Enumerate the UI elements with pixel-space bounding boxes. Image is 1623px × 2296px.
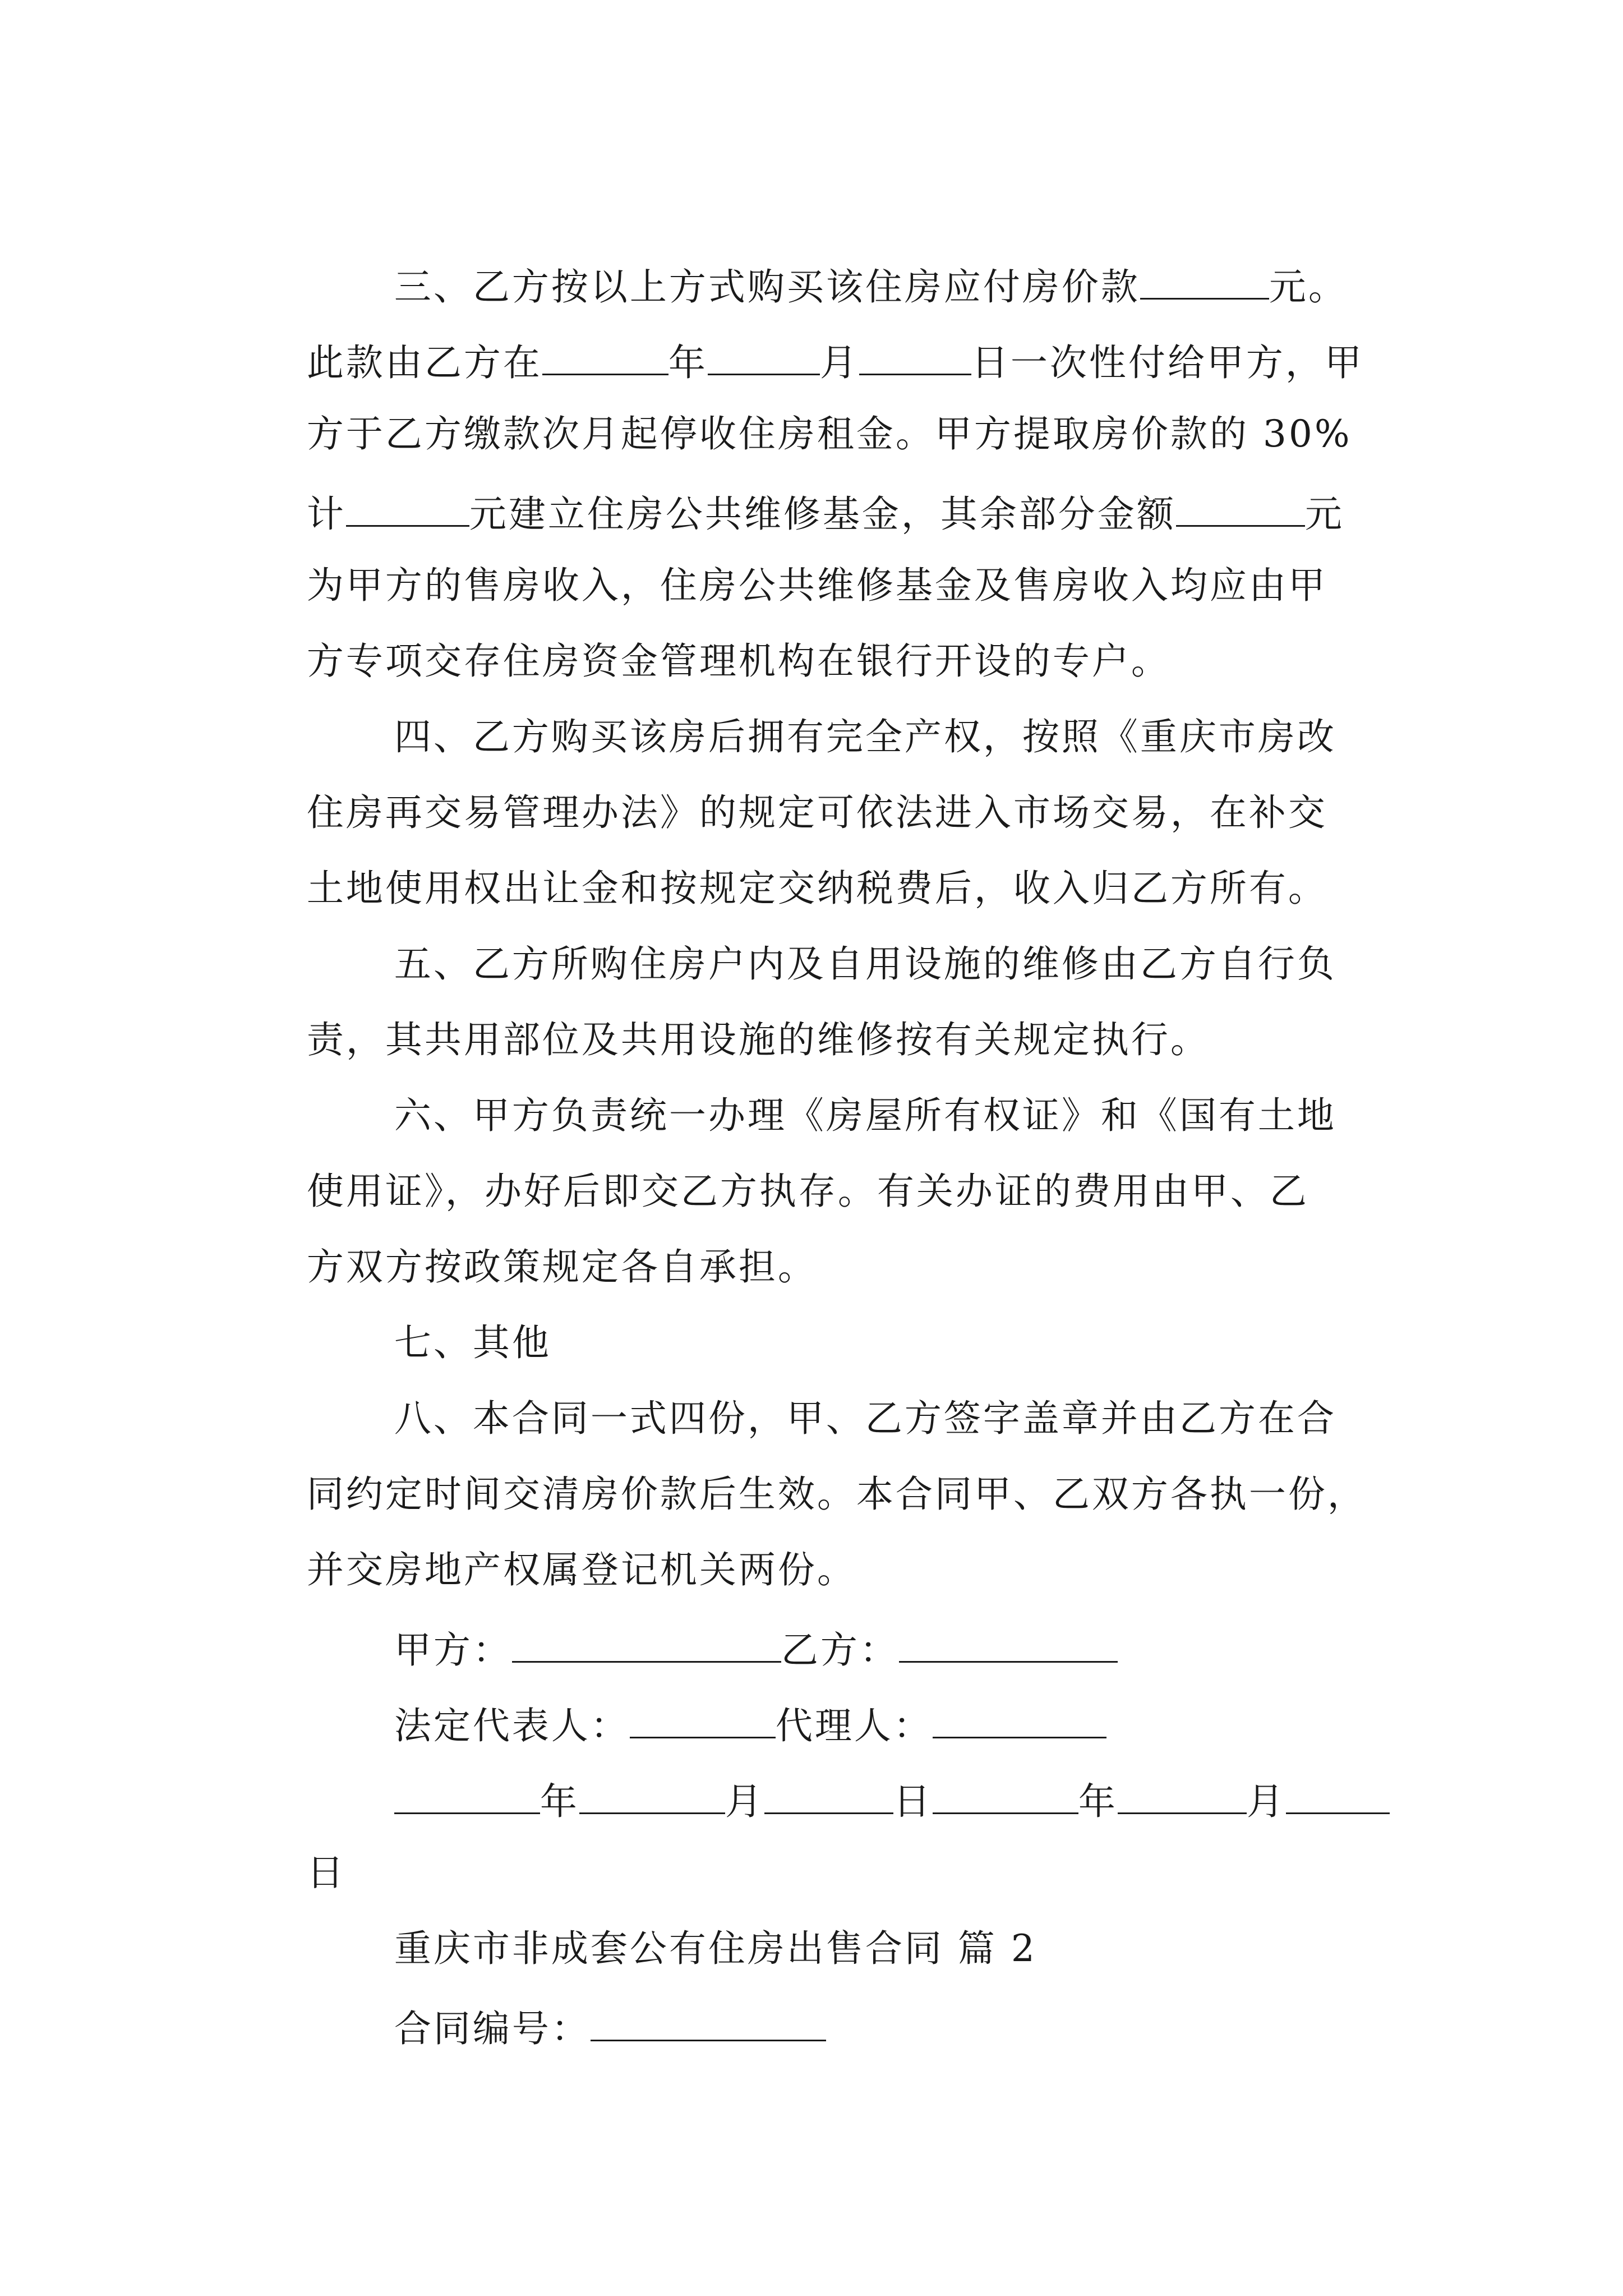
section-7-text: 七、其他 (394, 1321, 551, 1364)
section-3-text: 三、乙方按以上方式购买该住房应付房价款 (394, 265, 1140, 309)
agent-blank[interactable] (933, 1703, 1106, 1738)
year-2-label: 年 (1078, 1780, 1118, 1823)
section-5-text: 五、乙方所购住房户内及自用设施的维修由乙方自行负 (394, 942, 1336, 986)
section-6-text: 方双方按政策规定各自承担。 (306, 1245, 817, 1289)
agent-label: 代理人： (775, 1704, 933, 1747)
legal-rep-blank[interactable] (630, 1703, 776, 1738)
day-2-blank[interactable] (1286, 1779, 1390, 1814)
month-2-blank[interactable] (1118, 1779, 1247, 1814)
section-8-text: 同约定时间交清房价款后生效。本合同甲、乙双方各执一份， (306, 1473, 1367, 1516)
price-blank[interactable] (1140, 264, 1269, 300)
section-6-text: 六、甲方负责统一办理《房屋所有权证》和《国有土地 (394, 1094, 1336, 1137)
party-a-label: 甲方： (394, 1628, 512, 1672)
section-3-text: 元 (1304, 493, 1344, 536)
section-3-text: 为甲方的售房收入，住房公共维修基金及售房收入均应由甲 (306, 564, 1327, 607)
year-1-label: 年 (540, 1780, 579, 1823)
contract-number-line (338, 1969, 826, 2085)
section-3-text: 元。 (1269, 265, 1348, 309)
day-1-label: 日 (893, 1780, 933, 1823)
day-2-label: 日 (306, 1851, 346, 1894)
day-blank[interactable] (859, 340, 971, 375)
section-3-text: 方专项交存住房资金管理机构在银行开设的专户。 (306, 639, 1170, 683)
remaining-amount-blank[interactable] (1176, 491, 1305, 527)
day-1-blank[interactable] (764, 1779, 893, 1814)
section-5-text: 责，其共用部位及共用设施的维修按有关规定执行。 (306, 1018, 1210, 1061)
contract-number-label: 合同编号： (394, 2007, 591, 2050)
fund-amount-blank[interactable] (346, 491, 469, 527)
legal-rep-label: 法定代表人： (394, 1704, 630, 1747)
section-3-text: 此款由乙方在 (306, 341, 542, 384)
section-3-text: 年 (668, 341, 708, 384)
party-b-label: 乙方： (781, 1628, 899, 1672)
month-2-label: 月 (1246, 1780, 1286, 1823)
contract-number-blank[interactable] (591, 2006, 826, 2041)
party-a-blank[interactable] (512, 1627, 781, 1663)
section-3-text: 计 (306, 493, 346, 536)
section-4-text: 住房再交易管理办法》的规定可依法进入市场交易，在补交 (306, 791, 1327, 834)
section-3-text: 月 (819, 341, 859, 384)
section-4-text: 四、乙方购买该房后拥有完全产权，按照《重庆市房改 (394, 715, 1336, 758)
year-1-blank[interactable] (394, 1779, 540, 1814)
month-1-blank[interactable] (579, 1779, 725, 1814)
month-blank[interactable] (708, 340, 820, 375)
section-3-text: 元建立住房公共维修基金，其余部分金额 (469, 493, 1176, 536)
section-8-text: 八、本合同一式四份，甲、乙方签字盖章并由乙方在合 (394, 1397, 1336, 1440)
section-3-text: 日一次性付给甲方，甲 (971, 341, 1364, 384)
year-blank[interactable] (542, 340, 668, 375)
month-1-label: 月 (725, 1780, 764, 1823)
section-4-text: 土地使用权出让金和按规定交纳税费后，收入归乙方所有。 (306, 867, 1327, 910)
part-2-title-text: 重庆市非成套公有住房出售合同 篇 2 (394, 1927, 1037, 1970)
section-6-text: 使用证》，办好后即交乙方执存。有关办证的费用由甲、乙 (306, 1170, 1309, 1213)
year-2-blank[interactable] (933, 1779, 1078, 1814)
party-b-blank[interactable] (899, 1627, 1118, 1663)
signature-date-line (338, 1742, 1390, 1857)
section-3-text: 方于乙方缴款次月起停收住房租金。甲方提取房价款的 30% (306, 412, 1352, 455)
section-8-text: 并交房地产权属登记机关两份。 (306, 1548, 856, 1591)
signature-day-wrap (251, 1818, 346, 1929)
